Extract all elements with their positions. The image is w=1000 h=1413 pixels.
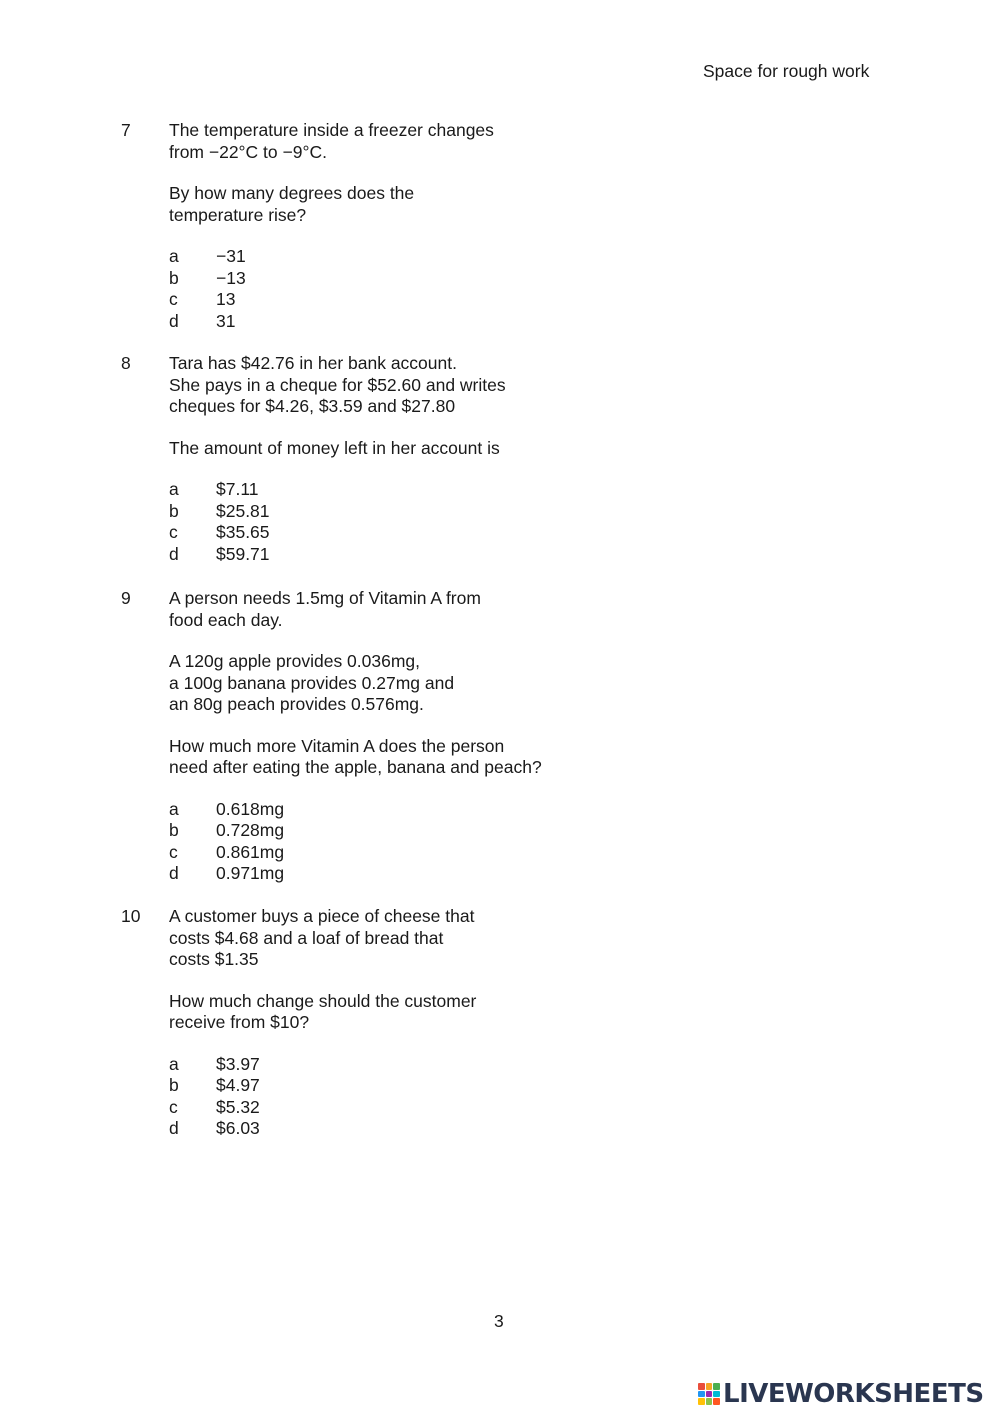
logo-tile	[713, 1391, 720, 1398]
answer-option[interactable]	[169, 799, 639, 821]
question-text-line: a 100g banana provides 0.27mg and	[169, 672, 455, 693]
question-text-line: By how many degrees does the	[169, 183, 415, 203]
logo-tile	[706, 1398, 713, 1405]
question-text-line: cheques for $4.26, $3.59 and $27.80	[169, 396, 456, 416]
question-body	[169, 120, 639, 332]
option-value: −13	[216, 267, 246, 288]
question-text-line: The amount of money left in her account is	[169, 437, 500, 458]
option-value: $25.81	[216, 500, 270, 521]
question-body	[169, 353, 639, 565]
option-value: $7.11	[216, 479, 259, 499]
question-text-line: food each day.	[169, 609, 283, 630]
brand-name: LIVEWORKSHEETS	[723, 1379, 984, 1409]
question-body	[169, 588, 639, 885]
option-value: $35.65	[216, 522, 270, 542]
option-letter: d	[169, 863, 179, 883]
question-text-line: She pays in a cheque for $52.60 and writes	[169, 374, 506, 395]
option-value: 13	[216, 289, 236, 309]
answer-option[interactable]	[169, 1097, 639, 1119]
answer-option[interactable]	[169, 479, 639, 501]
question-body	[169, 906, 639, 1140]
option-value: $4.97	[216, 1075, 260, 1095]
option-letter: d	[169, 543, 179, 564]
option-value: $6.03	[216, 1118, 260, 1138]
rough-work-label: Space for rough work	[703, 61, 870, 81]
question-text-line: A customer buys a piece of cheese that	[169, 906, 475, 926]
question-text-line: The temperature inside a freezer changes	[169, 120, 494, 140]
question-text-line: Tara has $42.76 in her bank account.	[169, 353, 457, 373]
liveworksheets-logo[interactable]	[698, 1378, 984, 1410]
option-letter: a	[169, 246, 179, 266]
option-value: 0.861mg	[216, 841, 285, 862]
question-text-line: A 120g apple provides 0.036mg,	[169, 651, 421, 671]
option-value: 0.728mg	[216, 820, 285, 840]
answer-option[interactable]	[169, 544, 639, 566]
question-number: 9	[121, 588, 131, 608]
option-letter: b	[169, 267, 179, 288]
question-number: 8	[121, 353, 131, 373]
option-letter: b	[169, 820, 179, 840]
question-text-line: costs $1.35	[169, 949, 259, 969]
option-letter: a	[169, 479, 179, 499]
option-letter: a	[169, 1053, 179, 1074]
option-value: −31	[216, 246, 246, 266]
logo-tile	[698, 1383, 705, 1390]
answer-option[interactable]	[169, 501, 639, 523]
option-value: $59.71	[216, 543, 270, 564]
logo-tile	[713, 1383, 720, 1390]
answer-option[interactable]	[169, 1075, 639, 1097]
liveworksheets-mark-icon	[698, 1383, 720, 1405]
logo-tile	[706, 1383, 713, 1390]
logo-tile	[698, 1398, 705, 1405]
logo-tile	[713, 1398, 720, 1405]
answer-option[interactable]	[169, 246, 639, 268]
question-number: 7	[121, 120, 131, 140]
option-letter: a	[169, 798, 179, 819]
option-letter: d	[169, 1118, 179, 1138]
question-text-line: need after eating the apple, banana and peach?	[169, 757, 542, 777]
question-text-line: How much change should the customer	[169, 990, 477, 1011]
logo-tile	[698, 1391, 705, 1398]
option-value: 0.971mg	[216, 863, 285, 883]
option-letter: c	[169, 522, 178, 542]
option-value: 31	[216, 310, 236, 331]
answer-option[interactable]	[169, 1054, 639, 1076]
question-text-line: an 80g peach provides 0.576mg.	[169, 694, 424, 714]
answer-option[interactable]	[169, 842, 639, 864]
answer-option[interactable]	[169, 522, 639, 544]
question-text-line: How much more Vitamin A does the person	[169, 735, 505, 756]
option-letter: d	[169, 310, 179, 331]
option-value: $5.32	[216, 1096, 260, 1117]
option-letter: c	[169, 1096, 178, 1117]
answer-option[interactable]	[169, 863, 639, 885]
answer-option[interactable]	[169, 820, 639, 842]
answer-option[interactable]	[169, 289, 639, 311]
question-text-line: from −22°C to −9°C.	[169, 141, 327, 162]
option-letter: b	[169, 1075, 179, 1095]
answer-option[interactable]	[169, 311, 639, 333]
option-letter: b	[169, 500, 179, 521]
option-letter: c	[169, 289, 178, 309]
option-letter: c	[169, 841, 178, 862]
page-number: 3	[494, 1311, 504, 1331]
question-text-line: temperature rise?	[169, 204, 307, 225]
option-value: $3.97	[216, 1053, 260, 1074]
question-number: 10	[121, 906, 141, 926]
question-text-line: costs $4.68 and a loaf of bread that	[169, 927, 444, 948]
answer-option[interactable]	[169, 1118, 639, 1140]
question-text-line: receive from $10?	[169, 1012, 310, 1032]
option-value: 0.618mg	[216, 798, 285, 819]
answer-option[interactable]	[169, 268, 639, 290]
logo-tile	[706, 1391, 713, 1398]
question-text-line: A person needs 1.5mg of Vitamin A from	[169, 588, 481, 608]
